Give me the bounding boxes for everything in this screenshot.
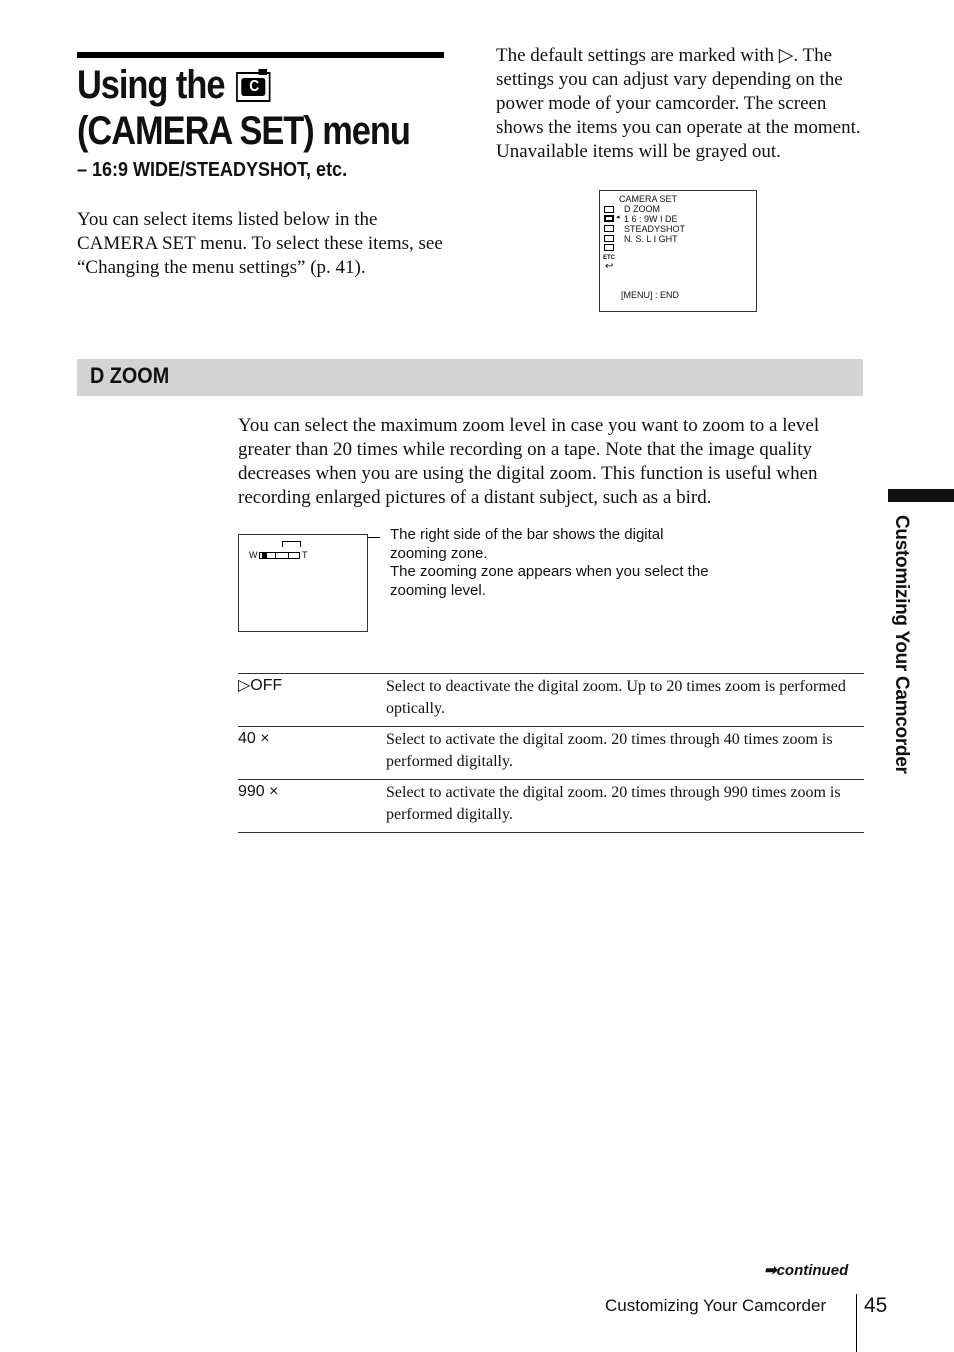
menu-screen-footer: [MENU] : END (621, 290, 680, 300)
footer-divider (856, 1294, 857, 1352)
intro-paragraph: You can select items listed below in the CAMERA SET menu. To select these items, see “Changing the menu settings” (p. 41). (77, 209, 443, 278)
return-icon: ↩ (605, 261, 614, 272)
option-label: 990 × (238, 783, 279, 800)
title-line1: Using the (77, 63, 225, 107)
section-description: You can select the maximum zoom level in case you want to zoom to a level greater than 20 times while recording on a tape. Note that the image quality decreases when you are using the digital zoom. This function is useful when recording enlarged pictures of a distant subject, such as a bird. (238, 415, 820, 508)
page-subtitle: – 16:9 WIDE/STEADYSHOT, etc. (77, 159, 348, 181)
page-title (77, 62, 421, 154)
memory-icon (604, 235, 614, 242)
zoom-bar (259, 552, 300, 559)
camera-icon (604, 206, 614, 213)
digital-zone-bracket (282, 541, 301, 547)
setup-icon (604, 244, 614, 251)
menu-item: N. S. L I GHT (624, 234, 678, 244)
defaults-paragraph: The default settings are marked with ▷. The settings you can adjust vary depending on the power mode of your camcorder. The screen shows the items you can operate at the moment. Unavailable items will be grayed out. (496, 45, 861, 162)
zoom-t-label: T (302, 550, 308, 560)
continued-marker: ➡continued (764, 1262, 849, 1279)
option-description: Select to activate the digital zoom. 20 times through 40 times zoom is performed digitally. (386, 731, 833, 770)
etc-icon: ETC (603, 255, 615, 261)
callout-line (368, 537, 380, 538)
page-number: 45 (864, 1294, 888, 1317)
option-description: Select to activate the digital zoom. 20 times through 990 times zoom is performed digitally. (386, 784, 841, 823)
zoom-w-label: W (249, 550, 258, 560)
option-label: ▷OFF (238, 677, 283, 694)
camera-set-icon: C (236, 72, 270, 102)
zoom-indicator (262, 553, 267, 558)
side-tab-bar (888, 489, 954, 502)
menu-item: 1 6 : 9W I DE (624, 214, 678, 224)
table-row (238, 726, 864, 779)
table-row (238, 673, 864, 726)
tape-icon (604, 225, 614, 232)
side-tab (890, 515, 914, 785)
menu-item: D ZOOM (624, 204, 660, 214)
menu-item: STEADYSHOT (624, 224, 686, 234)
zoom-bar-illustration (238, 534, 368, 632)
footer-section-name: Customizing Your Camcorder (605, 1296, 827, 1315)
zoom-callout: The right side of the bar shows the digital zooming zone. The zooming zone appears when you select the zooming level. (390, 526, 709, 599)
section-header-bar (77, 359, 863, 396)
options-table (238, 673, 864, 833)
side-tab-label: Customizing Your Camcorder (891, 515, 912, 774)
menu-screen-illustration (599, 190, 757, 312)
title-line2: (CAMERA SET) menu (77, 109, 410, 153)
camera-set-selected-icon (604, 215, 614, 222)
selection-arrow-icon: ◂ (616, 214, 620, 221)
section-title: D ZOOM (90, 363, 170, 388)
table-row (238, 779, 864, 833)
menu-screen-header: CAMERA SET (619, 194, 678, 204)
option-description: Select to deactivate the digital zoom. Up to 20 times zoom is performed optically. (386, 678, 846, 717)
option-label: 40 × (238, 730, 270, 747)
title-rule (77, 52, 444, 58)
